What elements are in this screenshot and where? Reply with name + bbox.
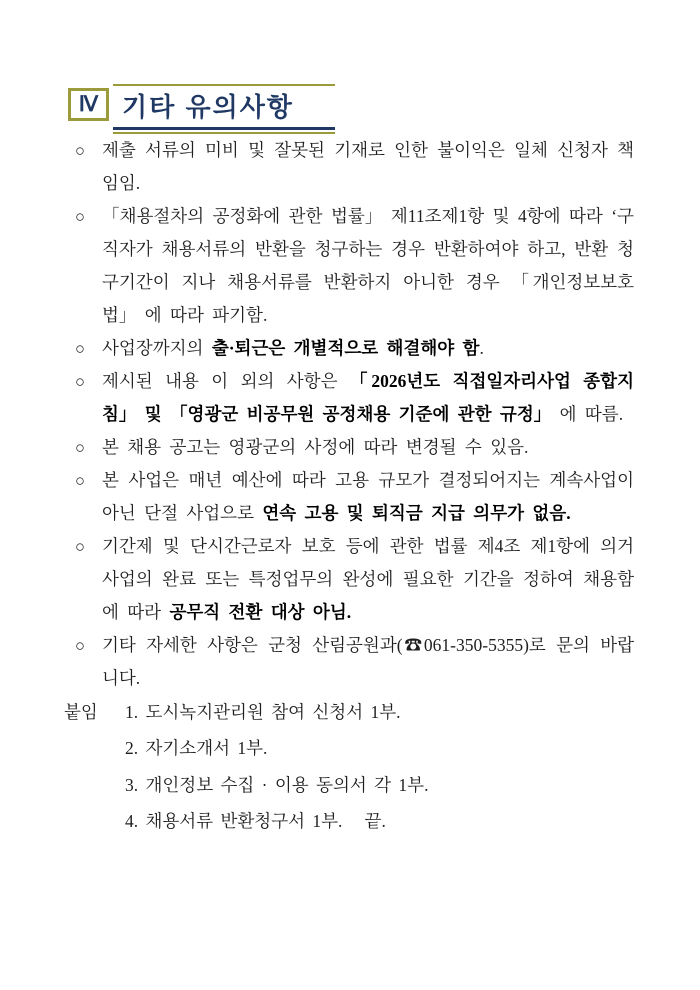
note-text	[102, 338, 484, 358]
note-item	[75, 200, 634, 332]
bullet-circle-icon: ○	[75, 339, 85, 358]
note-item	[75, 365, 634, 431]
note-text-segment: 기타 자세한 사항은 군청 산림공원과(	[102, 635, 403, 655]
note-text-segment: 제출 서류의 미비 및 잘못된 기재로 인한 불이익은 일체 신청자 책임임.	[102, 140, 634, 193]
bullet-circle-icon: ○	[75, 372, 85, 391]
bullet-circle-icon: ○	[75, 141, 85, 160]
note-text-segment: 제시된 내용 이 외의 사항은	[102, 371, 350, 391]
note-text	[102, 536, 634, 622]
section-numeral-box	[68, 88, 109, 121]
note-text-segment: 061-350-5355)로 문의 바랍니다.	[102, 635, 635, 688]
note-text	[102, 140, 634, 193]
note-text-segment: 공무직 전환 대상 아님.	[169, 602, 352, 622]
note-text-segment: 본 채용 공고는 영광군의 사정에 따라 변경될 수 있음.	[102, 437, 529, 457]
note-text	[102, 206, 634, 325]
note-item	[75, 464, 634, 530]
note-text-segment: 「2026년도 직접일자리사업 종합지침」 및 「영광군 비공무원 공정채용 기준에 관한 규정」	[102, 371, 634, 424]
note-item	[75, 629, 634, 695]
section-title-rule	[113, 84, 335, 134]
note-text	[102, 635, 634, 688]
note-text-segment: 기간제 및 단시간근로자 보호 등에 관한 법률 제4조 제1항에 의거 사업의 완료 또는 특정업무의 완성에 필요한 기간을 정하여 채용함에 따라	[102, 536, 634, 622]
phone-icon: ☎	[402, 635, 424, 655]
note-text-segment: 본 사업은 매년 예산에 따라 고용 규모가 결정되어지는 계속사업이 아닌 단절 사업으로	[102, 470, 634, 523]
note-text-segment: 에 따름.	[551, 404, 624, 424]
attachment-label: 붙임	[64, 702, 98, 722]
note-text-segment: 사업장까지의	[102, 338, 212, 358]
note-text	[102, 371, 634, 424]
note-item	[75, 332, 634, 365]
note-item	[75, 530, 634, 629]
note-item	[75, 134, 634, 200]
note-text-segment: 연속 고용 및 퇴직금 지급 의무가 없음.	[262, 503, 571, 523]
attachment-item: 2. 자기소개서 1부.	[125, 738, 268, 759]
attachment-block	[64, 694, 428, 840]
bullet-circle-icon: ○	[75, 636, 85, 655]
attachment-items	[125, 694, 428, 840]
note-text	[102, 470, 634, 523]
note-text-segment: 출·퇴근은 개별적으로 해결해야 함	[211, 338, 480, 358]
bullet-circle-icon: ○	[75, 471, 85, 490]
note-item	[75, 431, 634, 464]
section-title: 기타 유의사항	[113, 86, 335, 130]
bullet-circle-icon: ○	[75, 438, 85, 457]
note-text-segment: .	[479, 338, 484, 358]
attachment-item: 1. 도시녹지관리원 참여 신청서 1부.	[125, 702, 401, 722]
bullet-circle-icon: ○	[75, 537, 85, 556]
attachment-item: 3. 개인정보 수집 · 이용 동의서 각 1부.	[125, 774, 429, 795]
notes-list	[75, 134, 634, 695]
bullet-circle-icon: ○	[75, 207, 85, 226]
attachment-item: 4. 채용서류 반환청구서 1부. 끝.	[125, 811, 386, 832]
section-numeral: Ⅳ	[78, 92, 99, 116]
note-text-segment: 「채용절차의 공정화에 관한 법률」 제11조제1항 및 4항에 따라 ‘구직자가 채용서류의 반환을 청구하는 경우 반환하여야 하고, 반환 청구기간이 지나 채용서류를 반환하지 아니한 경우 「개인정보보호법」 에 따라 파기함.	[102, 206, 634, 325]
note-text	[102, 437, 528, 457]
